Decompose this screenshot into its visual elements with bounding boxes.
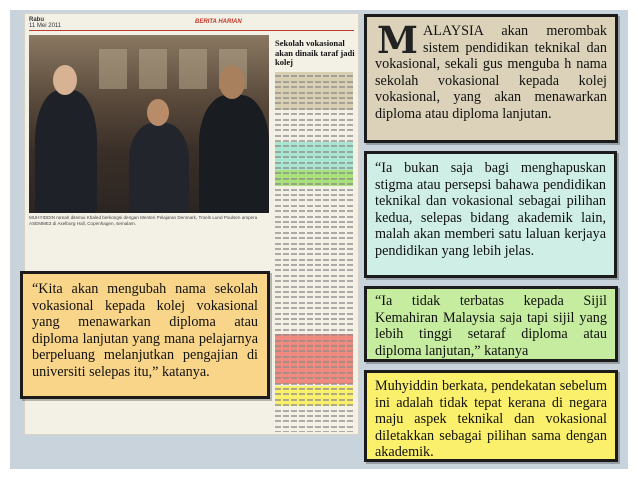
masthead-rule [29,30,354,31]
quote-box-stigma [364,151,617,278]
quote-text-malaysia: ALAYSIA akan merombak sistem pendidikan teknikal dan vokasional, sekali gus menguba h nama sekolah vokasional kepada kolej vokasional, yang akan menawarkan diploma atau diploma lanjutan. [375,23,607,122]
quote-box-kolej [20,271,270,399]
drop-cap: M [377,18,418,62]
quote-text-sijil: “Ia tidak terbatas kepada Sijil Kemahiran Malaysia saja tapi sijil yang lebih tinggi setaraf diploma atau diploma lanjutan,” katanya [375,293,607,359]
newspaper-masthead [29,17,354,30]
masthead-day: Rabu [29,17,44,23]
quote-box-malaysia [364,14,618,143]
article-body-text [275,72,353,432]
masthead-date: 11 Mei 2011 [29,23,62,29]
quote-box-muhyiddin [364,370,618,462]
article-headline: Sekolah vokasional akan dinaik taraf jadi kolej [275,38,355,67]
quote-text-stigma: “Ia bukan saja bagi menghapuskan stigma atau persepsi bahawa pendidikan teknikal dan vokasional sebagai pilihan kedua, selepas bidang akademik lain, malah akan memberi satu laluan kerjaya pendidikan yang lebih jelas. [375,160,606,259]
news-photo [29,35,269,213]
quote-text-muhyiddin: Muhyiddin berkata, pendekatan sebelum ini adalah tidak tepat kerana di negara maju aspek teknikal dan vokasional diletakkan sebagai pilihan sama dengan akademik. [375,378,607,461]
quote-text-kolej: “Kita akan mengubah nama sekolah vokasional kepada kolej vokasional yang menawarkan diploma atau diploma lanjutan yang mana pelajarnya berpeluang melanjutkan pengajian di universiti selepas itu,” katanya. [32,281,258,380]
quote-box-sijil [364,286,618,362]
photo-caption: MUHYIDDIN ramah ditemui Khaled berkongsi dengan Menteri Pelajaran Denmark, Troels Lund Poulsen ampera ASEMME3 di Axelborg Hall, Copenhagen, semalam. [29,215,258,226]
newspaper-name: BERITA HARIAN [195,19,242,25]
